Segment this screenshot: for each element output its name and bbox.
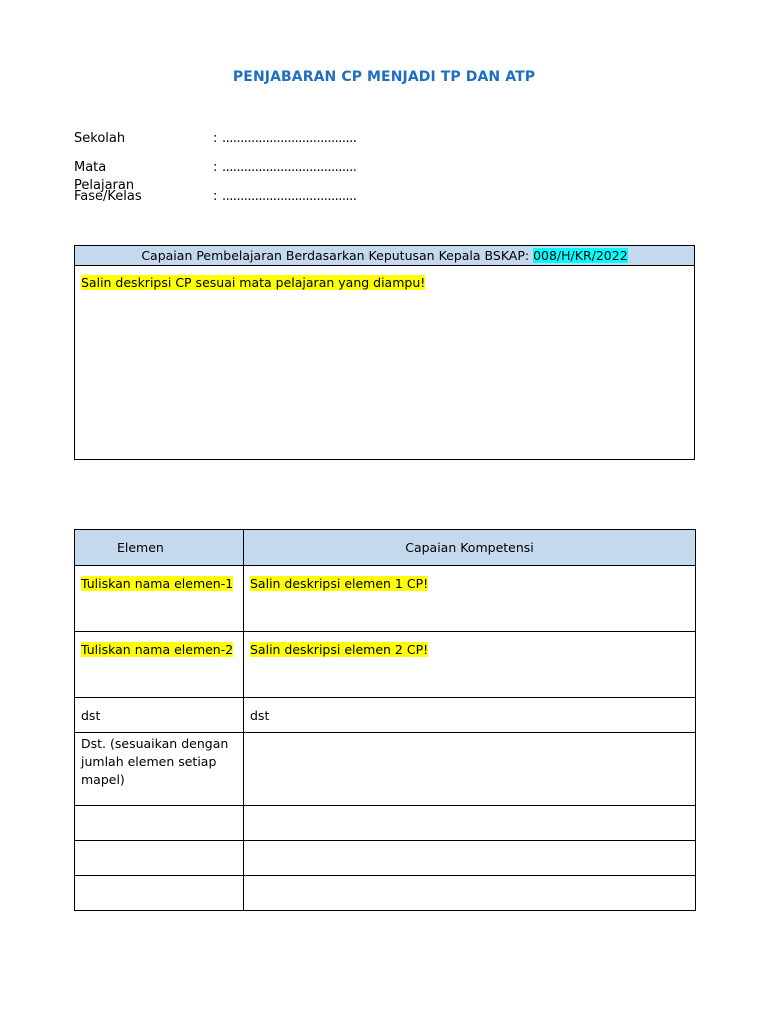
elemen-cell <box>75 632 244 698</box>
elemen-cell <box>75 566 244 632</box>
table-row <box>75 632 696 698</box>
document-title: PENJABARAN CP MENJADI TP DAN ATP <box>232 69 536 85</box>
info-colon: : <box>213 189 218 204</box>
elemen-placeholder-text: Tuliskan nama elemen-1 <box>81 576 234 591</box>
elemen-cell: Dst. (sesuaikan dengan jumlah elemen setiap mapel) <box>75 733 244 806</box>
info-value-blank: ..................................... <box>222 160 357 175</box>
cp-header-label: Capaian Pembelajaran Berdasarkan Keputusan Kepala BSKAP: <box>141 248 534 263</box>
bskap-decree-number: 008/H/KR/2022 <box>533 248 628 263</box>
capaian-pembelajaran-box <box>74 245 695 460</box>
elemen-cell <box>75 806 244 841</box>
capaian-cell <box>244 806 696 841</box>
info-value-blank: ..................................... <box>222 131 357 146</box>
info-value-blank: ..................................... <box>222 189 357 204</box>
table-header-row <box>75 530 696 566</box>
info-label: Mata Pelajaran <box>74 160 135 193</box>
table-row <box>75 841 696 876</box>
info-label: Fase/Kelas <box>74 189 142 204</box>
capaian-placeholder-text: Salin deskripsi elemen 1 CP! <box>250 576 429 591</box>
elemen-cell <box>75 841 244 876</box>
elemen-cell <box>75 876 244 911</box>
capaian-cell <box>244 733 696 806</box>
capaian-cell: dst <box>244 698 696 733</box>
elemen-cell: dst <box>75 698 244 733</box>
info-colon: : <box>213 131 218 146</box>
capaian-cell <box>244 876 696 911</box>
capaian-cell <box>244 632 696 698</box>
capaian-placeholder-text: Salin deskripsi elemen 2 CP! <box>250 642 429 657</box>
table-row <box>75 698 696 733</box>
elemen-placeholder-text: Tuliskan nama elemen-2 <box>81 642 234 657</box>
table-row <box>75 733 696 806</box>
capaian-cell <box>244 841 696 876</box>
cp-box-body <box>75 266 694 300</box>
table-row <box>75 806 696 841</box>
info-colon: : <box>213 160 218 175</box>
capaian-cell <box>244 566 696 632</box>
info-label: Sekolah <box>74 131 126 146</box>
column-header-capaian-kompetensi: Capaian Kompetensi <box>244 530 696 566</box>
table-row <box>75 566 696 632</box>
cp-instruction-text: Salin deskripsi CP sesuai mata pelajaran yang diampu! <box>81 275 426 290</box>
element-table <box>74 529 696 911</box>
table-row <box>75 876 696 911</box>
cp-box-header <box>75 246 694 266</box>
column-header-elemen: Elemen <box>75 530 244 566</box>
